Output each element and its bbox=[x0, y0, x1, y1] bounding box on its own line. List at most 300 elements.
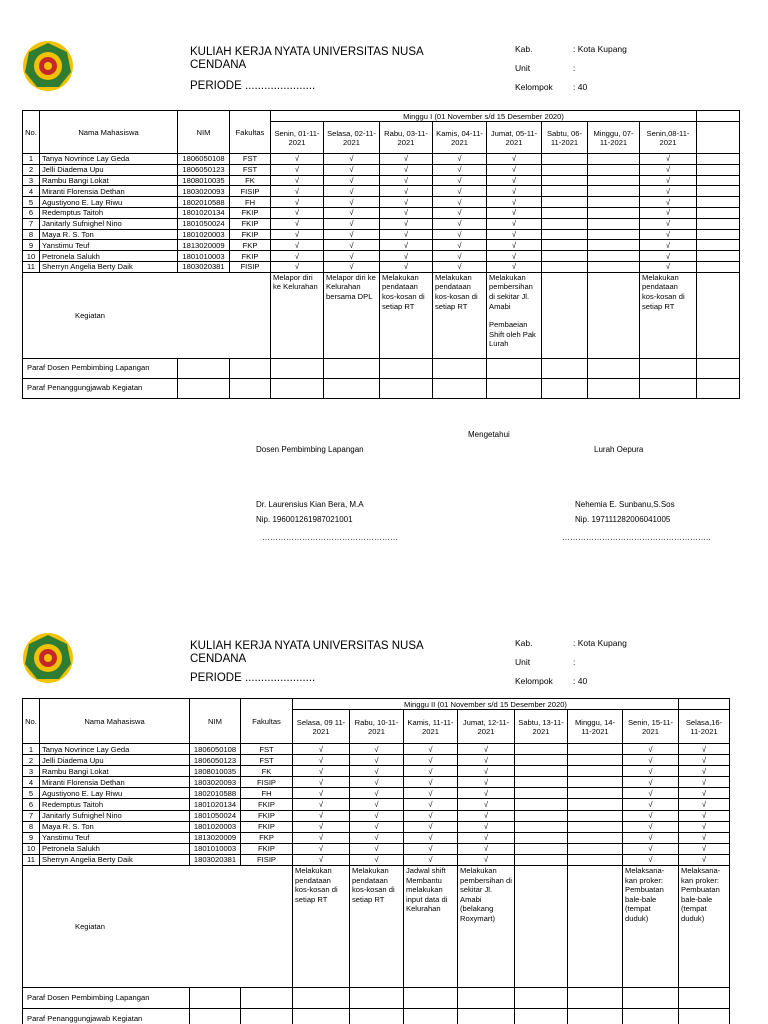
attendance-check-mark: √ bbox=[404, 810, 458, 821]
attendance-cell bbox=[542, 207, 588, 218]
attendance-cell bbox=[588, 251, 640, 262]
header-fakultas: Fakultas bbox=[241, 699, 293, 744]
signature-cell bbox=[178, 378, 230, 398]
attendance-check-mark: √ bbox=[324, 207, 380, 218]
signature-cell bbox=[487, 378, 542, 398]
attendance-cell bbox=[515, 777, 568, 788]
document-title: KULIAH KERJA NYATA UNIVERSITAS NUSA CENDANA bbox=[190, 640, 424, 665]
student-no: 4 bbox=[23, 186, 40, 197]
attendance-check-mark: √ bbox=[271, 251, 324, 262]
attendance-cell bbox=[588, 261, 640, 272]
student-name: Tanya Novrince Lay Geda bbox=[40, 744, 190, 755]
day-header: Senin,08-11-2021 bbox=[640, 122, 697, 154]
student-row bbox=[23, 164, 740, 175]
student-fakultas: FKIP bbox=[241, 810, 293, 821]
lurah-name: Nehemia E. Sunbanu,S.Sos bbox=[575, 500, 675, 509]
attendance-check-mark: √ bbox=[623, 744, 679, 755]
kegiatan-label: Kegiatan bbox=[23, 866, 293, 988]
student-no: 2 bbox=[23, 164, 40, 175]
kegiatan-text: Melakukan pendataan kos-kosan di setiap RT bbox=[435, 272, 478, 311]
signature-cell bbox=[271, 358, 324, 378]
student-row bbox=[23, 207, 740, 218]
student-nim: 1801050024 bbox=[178, 218, 230, 229]
day-header: Senin, 15-11-2021 bbox=[623, 710, 679, 744]
signature-cell bbox=[230, 378, 271, 398]
student-name: Janitarly Sufnighel Nino bbox=[40, 218, 178, 229]
attendance-check-mark: √ bbox=[380, 164, 433, 175]
signature-cell bbox=[679, 1009, 730, 1024]
week-caption: Minggu I (01 November s/d 15 Desember 2020) bbox=[271, 111, 697, 122]
student-row bbox=[23, 777, 730, 788]
signature-cell bbox=[241, 988, 293, 1009]
attendance-check-mark: √ bbox=[458, 755, 515, 766]
attendance-cell bbox=[542, 164, 588, 175]
attendance-check-mark: √ bbox=[640, 154, 697, 165]
student-name: Miranti Florensia Dethan bbox=[40, 186, 178, 197]
dpl-title: Dosen Pembimbing Lapangan bbox=[256, 445, 364, 454]
attendance-check-mark: √ bbox=[404, 755, 458, 766]
attendance-check-mark: √ bbox=[679, 854, 730, 865]
attendance-check-mark: √ bbox=[640, 186, 697, 197]
attendance-check-mark: √ bbox=[271, 154, 324, 165]
attendance-cell bbox=[542, 218, 588, 229]
attendance-cell bbox=[568, 810, 623, 821]
meta-unit: Unit : bbox=[515, 63, 576, 73]
attendance-check-mark: √ bbox=[350, 843, 404, 854]
student-name: Sherryn Angelia Berty Daik bbox=[40, 854, 190, 865]
attendance-check-mark: √ bbox=[433, 164, 487, 175]
attendance-cell bbox=[542, 186, 588, 197]
university-logo-icon bbox=[22, 40, 74, 92]
student-no: 4 bbox=[23, 777, 40, 788]
student-name: Petronela Salukh bbox=[40, 843, 190, 854]
attendance-cell bbox=[568, 766, 623, 777]
attendance-cell bbox=[568, 821, 623, 832]
student-row bbox=[23, 261, 740, 272]
kegiatan-cell bbox=[324, 272, 380, 358]
day-header: Jumat, 05-11-2021 bbox=[487, 122, 542, 154]
signature-cell bbox=[542, 378, 588, 398]
kegiatan-text: Melakukan pembersihan di sekitar Jl. Amabi (belakang Roxymart) bbox=[460, 866, 512, 923]
student-nim: 1802010588 bbox=[190, 788, 241, 799]
attendance-check-mark: √ bbox=[324, 218, 380, 229]
student-row bbox=[23, 744, 730, 755]
attendance-check-mark: √ bbox=[350, 799, 404, 810]
kegiatan-text: Melakukan pendataan kos-kosan di setiap RT bbox=[295, 866, 338, 904]
attendance-cell bbox=[515, 799, 568, 810]
kegiatan-cell bbox=[487, 272, 542, 358]
attendance-check-mark: √ bbox=[380, 154, 433, 165]
attendance-check-mark: √ bbox=[679, 843, 730, 854]
attendance-check-mark: √ bbox=[433, 261, 487, 272]
attendance-check-mark: √ bbox=[380, 261, 433, 272]
attendance-check-mark: √ bbox=[404, 744, 458, 755]
attendance-check-mark: √ bbox=[433, 229, 487, 240]
attendance-check-mark: √ bbox=[433, 175, 487, 186]
kegiatan-text: Melapor diri ke Kelurahan bbox=[273, 272, 318, 292]
student-fakultas: FKIP bbox=[230, 218, 271, 229]
kegiatan-cell bbox=[271, 272, 324, 358]
periode-label: PERIODE ...................... bbox=[190, 80, 316, 92]
header-no: No. bbox=[23, 111, 40, 154]
mengetahui-label: Mengetahui bbox=[468, 430, 510, 439]
week-caption: Minggu II (01 November s/d 15 Desember 2020) bbox=[293, 699, 679, 710]
student-name: Rambu Bangi Lokat bbox=[40, 175, 178, 186]
header-nim: NIM bbox=[178, 111, 230, 154]
signature-cell bbox=[679, 988, 730, 1009]
kegiatan-text: Jadwal shift Membantu melakukan input data di Kelurahan bbox=[406, 866, 448, 914]
student-fakultas: FISIP bbox=[241, 854, 293, 865]
kegiatan-text: Melaksana-kan proker: Pembuatan bale-bale (tempat duduk) bbox=[625, 866, 665, 923]
student-fakultas: FKIP bbox=[230, 229, 271, 240]
student-name: Maya R. S. Ton bbox=[40, 821, 190, 832]
attendance-check-mark: √ bbox=[293, 744, 350, 755]
attendance-check-mark: √ bbox=[487, 229, 542, 240]
kegiatan-text: Melakukan pendataan kos-kosan di setiap RT bbox=[642, 272, 685, 311]
student-fakultas: FST bbox=[230, 164, 271, 175]
attendance-check-mark: √ bbox=[380, 229, 433, 240]
student-no: 10 bbox=[23, 251, 40, 262]
student-name: Miranti Florensia Dethan bbox=[40, 777, 190, 788]
student-name: Sherryn Angelia Berty Daik bbox=[40, 261, 178, 272]
attendance-check-mark: √ bbox=[380, 197, 433, 208]
attendance-check-mark: √ bbox=[324, 229, 380, 240]
attendance-cell bbox=[542, 175, 588, 186]
student-name: Janitarly Sufnighel Nino bbox=[40, 810, 190, 821]
attendance-check-mark: √ bbox=[679, 755, 730, 766]
kegiatan-cell bbox=[380, 272, 433, 358]
student-fakultas: FH bbox=[241, 788, 293, 799]
attendance-check-mark: √ bbox=[458, 777, 515, 788]
attendance-check-mark: √ bbox=[458, 843, 515, 854]
student-fakultas: FKIP bbox=[230, 251, 271, 262]
attendance-check-mark: √ bbox=[487, 240, 542, 251]
attendance-check-mark: √ bbox=[458, 821, 515, 832]
kegiatan-cell bbox=[515, 866, 568, 988]
attendance-check-mark: √ bbox=[293, 821, 350, 832]
attendance-check-mark: √ bbox=[487, 154, 542, 165]
kegiatan-cell bbox=[350, 866, 404, 988]
student-name: Tanya Novrince Lay Geda bbox=[40, 154, 178, 165]
kegiatan-cell bbox=[679, 866, 730, 988]
attendance-cell bbox=[515, 744, 568, 755]
attendance-check-mark: √ bbox=[350, 744, 404, 755]
signature-cell bbox=[697, 378, 740, 398]
day-header: Sabtu, 13-11-2021 bbox=[515, 710, 568, 744]
attendance-cell bbox=[568, 854, 623, 865]
attendance-check-mark: √ bbox=[433, 207, 487, 218]
student-row bbox=[23, 821, 730, 832]
attendance-check-mark: √ bbox=[293, 777, 350, 788]
attendance-cell bbox=[588, 240, 640, 251]
attendance-cell bbox=[542, 229, 588, 240]
student-fakultas: FISIP bbox=[230, 261, 271, 272]
attendance-check-mark: √ bbox=[271, 164, 324, 175]
student-fakultas: FKP bbox=[230, 240, 271, 251]
student-row bbox=[23, 832, 730, 843]
attendance-check-mark: √ bbox=[679, 777, 730, 788]
signature-cell bbox=[568, 988, 623, 1009]
student-no: 2 bbox=[23, 755, 40, 766]
signature-cell bbox=[568, 1009, 623, 1024]
attendance-check-mark: √ bbox=[404, 832, 458, 843]
attendance-check-mark: √ bbox=[640, 197, 697, 208]
student-fakultas: FKIP bbox=[230, 207, 271, 218]
day-header: Rabu, 10-11-2021 bbox=[350, 710, 404, 744]
attendance-cell bbox=[697, 186, 740, 197]
attendance-check-mark: √ bbox=[458, 799, 515, 810]
student-no: 9 bbox=[23, 832, 40, 843]
attendance-check-mark: √ bbox=[350, 755, 404, 766]
signature-cell bbox=[190, 988, 241, 1009]
student-row bbox=[23, 755, 730, 766]
student-nim: 1806050108 bbox=[178, 154, 230, 165]
day-header: Selasa,16-11-2021 bbox=[679, 710, 730, 744]
attendance-cell bbox=[515, 810, 568, 821]
student-nim: 1801020134 bbox=[190, 799, 241, 810]
header-no: No. bbox=[23, 699, 40, 744]
attendance-check-mark: √ bbox=[623, 832, 679, 843]
attendance-cell bbox=[568, 799, 623, 810]
signature-cell bbox=[433, 358, 487, 378]
student-no: 5 bbox=[23, 788, 40, 799]
attendance-check-mark: √ bbox=[433, 240, 487, 251]
attendance-cell bbox=[697, 207, 740, 218]
student-no: 6 bbox=[23, 799, 40, 810]
attendance-cell bbox=[568, 744, 623, 755]
student-name: Yanstimu Teuf bbox=[40, 832, 190, 843]
attendance-check-mark: √ bbox=[640, 164, 697, 175]
attendance-cell bbox=[697, 261, 740, 272]
attendance-cell bbox=[568, 788, 623, 799]
attendance-cell bbox=[568, 755, 623, 766]
attendance-check-mark: √ bbox=[433, 186, 487, 197]
attendance-check-mark: √ bbox=[380, 251, 433, 262]
attendance-check-mark: √ bbox=[679, 799, 730, 810]
kegiatan-cell bbox=[293, 866, 350, 988]
student-no: 8 bbox=[23, 229, 40, 240]
student-no: 7 bbox=[23, 810, 40, 821]
meta-info bbox=[515, 638, 627, 695]
attendance-check-mark: √ bbox=[404, 821, 458, 832]
student-name: Rambu Bangi Lokat bbox=[40, 766, 190, 777]
day-header: Minggu, 07-11-2021 bbox=[588, 122, 640, 154]
attendance-check-mark: √ bbox=[293, 843, 350, 854]
kegiatan-label: Kegiatan bbox=[23, 272, 271, 358]
meta-unit: Unit : bbox=[515, 657, 576, 667]
attendance-check-mark: √ bbox=[623, 810, 679, 821]
student-row bbox=[23, 240, 740, 251]
attendance-cell bbox=[697, 251, 740, 262]
student-name: Agustiyono E. Lay Riwu bbox=[40, 788, 190, 799]
day-header: Kamis, 11-11-2021 bbox=[404, 710, 458, 744]
signature-cell bbox=[433, 378, 487, 398]
student-row bbox=[23, 810, 730, 821]
student-row bbox=[23, 175, 740, 186]
student-nim: 1801020003 bbox=[190, 821, 241, 832]
attendance-check-mark: √ bbox=[623, 766, 679, 777]
student-fakultas: FKP bbox=[241, 832, 293, 843]
attendance-check-mark: √ bbox=[324, 197, 380, 208]
signature-cell bbox=[458, 988, 515, 1009]
student-row bbox=[23, 197, 740, 208]
attendance-cell bbox=[568, 832, 623, 843]
attendance-check-mark: √ bbox=[623, 821, 679, 832]
attendance-check-mark: √ bbox=[640, 240, 697, 251]
student-no: 5 bbox=[23, 197, 40, 208]
student-nim: 1801010003 bbox=[190, 843, 241, 854]
attendance-cell bbox=[515, 755, 568, 766]
student-row bbox=[23, 229, 740, 240]
student-no: 8 bbox=[23, 821, 40, 832]
meta-info bbox=[515, 44, 627, 101]
signature-cell bbox=[458, 1009, 515, 1024]
kegiatan-text: Melaksana-kan proker: Pembuatan bale-bale (tempat duduk) bbox=[681, 866, 721, 923]
attendance-check-mark: √ bbox=[404, 854, 458, 865]
attendance-check-mark: √ bbox=[679, 832, 730, 843]
signature-cell bbox=[190, 1009, 241, 1024]
attendance-check-mark: √ bbox=[487, 261, 542, 272]
attendance-check-mark: √ bbox=[324, 261, 380, 272]
dpl-name: Dr. Laurensius Kian Bera, M.A bbox=[256, 500, 364, 509]
attendance-check-mark: √ bbox=[458, 788, 515, 799]
day-header: Minggu, 14-11-2021 bbox=[568, 710, 623, 744]
attendance-check-mark: √ bbox=[271, 207, 324, 218]
student-nim: 1801050024 bbox=[190, 810, 241, 821]
student-nim: 1806050123 bbox=[178, 164, 230, 175]
student-no: 6 bbox=[23, 207, 40, 218]
student-nim: 1806050123 bbox=[190, 755, 241, 766]
day-header: Jumat, 12-11-2021 bbox=[458, 710, 515, 744]
attendance-check-mark: √ bbox=[324, 164, 380, 175]
attendance-check-mark: √ bbox=[679, 788, 730, 799]
signature-cell bbox=[404, 988, 458, 1009]
empty-cell bbox=[697, 111, 740, 122]
student-no: 1 bbox=[23, 154, 40, 165]
signature-cell bbox=[350, 1009, 404, 1024]
attendance-check-mark: √ bbox=[324, 251, 380, 262]
signature-cell bbox=[241, 1009, 293, 1024]
attendance-check-mark: √ bbox=[487, 175, 542, 186]
attendance-cell bbox=[588, 207, 640, 218]
student-fakultas: FST bbox=[241, 744, 293, 755]
kegiatan-text-secondary: Pembaeian Shift oleh Pak Lurah bbox=[489, 320, 536, 349]
attendance-cell bbox=[515, 832, 568, 843]
attendance-check-mark: √ bbox=[271, 229, 324, 240]
kegiatan-cell bbox=[568, 866, 623, 988]
attendance-cell bbox=[697, 164, 740, 175]
attendance-cell bbox=[588, 175, 640, 186]
student-fakultas: FKIP bbox=[241, 799, 293, 810]
empty-cell bbox=[679, 699, 730, 710]
signature-cell bbox=[293, 988, 350, 1009]
meta-kelompok: Kelompok : 40 bbox=[515, 676, 588, 686]
student-no: 11 bbox=[23, 854, 40, 865]
attendance-check-mark: √ bbox=[404, 843, 458, 854]
student-row bbox=[23, 766, 730, 777]
student-name: Agustiyono E. Lay Riwu bbox=[40, 197, 178, 208]
attendance-check-mark: √ bbox=[271, 197, 324, 208]
signature-cell bbox=[515, 988, 568, 1009]
day-header: Selasa, 02-11-2021 bbox=[324, 122, 380, 154]
attendance-check-mark: √ bbox=[487, 207, 542, 218]
attendance-check-mark: √ bbox=[487, 164, 542, 175]
attendance-check-mark: √ bbox=[404, 799, 458, 810]
attendance-check-mark: √ bbox=[433, 154, 487, 165]
lurah-nip: Nip. 197111282006041005 bbox=[575, 515, 671, 524]
attendance-check-mark: √ bbox=[404, 777, 458, 788]
attendance-check-mark: √ bbox=[293, 832, 350, 843]
student-no: 9 bbox=[23, 240, 40, 251]
student-nim: 1813020009 bbox=[178, 240, 230, 251]
student-row bbox=[23, 854, 730, 865]
attendance-check-mark: √ bbox=[623, 777, 679, 788]
signature-cell bbox=[487, 358, 542, 378]
attendance-check-mark: √ bbox=[458, 854, 515, 865]
student-name: Jelli Diadema Upu bbox=[40, 755, 190, 766]
document-title: KULIAH KERJA NYATA UNIVERSITAS NUSA CENDANA bbox=[190, 46, 424, 71]
attendance-check-mark: √ bbox=[679, 744, 730, 755]
student-fakultas: FKIP bbox=[241, 821, 293, 832]
signature-cell bbox=[324, 378, 380, 398]
attendance-check-mark: √ bbox=[380, 218, 433, 229]
signature-cell bbox=[271, 378, 324, 398]
attendance-cell bbox=[697, 218, 740, 229]
attendance-check-mark: √ bbox=[458, 810, 515, 821]
attendance-check-mark: √ bbox=[380, 186, 433, 197]
student-nim: 1801020134 bbox=[178, 207, 230, 218]
attendance-cell bbox=[697, 175, 740, 186]
attendance-cell bbox=[515, 766, 568, 777]
student-fakultas: FISIP bbox=[230, 186, 271, 197]
attendance-check-mark: √ bbox=[350, 810, 404, 821]
attendance-cell bbox=[515, 854, 568, 865]
attendance-check-mark: √ bbox=[350, 854, 404, 865]
signature-cell bbox=[404, 1009, 458, 1024]
attendance-check-mark: √ bbox=[679, 810, 730, 821]
student-nim: 1808010035 bbox=[178, 175, 230, 186]
attendance-check-mark: √ bbox=[458, 766, 515, 777]
student-fakultas: FST bbox=[241, 755, 293, 766]
attendance-check-mark: √ bbox=[433, 197, 487, 208]
attendance-cell bbox=[568, 843, 623, 854]
attendance-check-mark: √ bbox=[640, 229, 697, 240]
header-nama-mahasiswa: Nama Mahasiswa bbox=[40, 699, 190, 744]
paraf-penanggungjawab-label: Paraf Penanggungjawab Kegiatan bbox=[23, 378, 178, 398]
attendance-cell bbox=[515, 821, 568, 832]
student-nim: 1801020003 bbox=[178, 229, 230, 240]
attendance-check-mark: √ bbox=[293, 755, 350, 766]
periode-label: PERIODE ...................... bbox=[190, 672, 316, 684]
attendance-check-mark: √ bbox=[487, 218, 542, 229]
student-row bbox=[23, 843, 730, 854]
kegiatan-cell bbox=[433, 272, 487, 358]
student-fakultas: FKIP bbox=[241, 843, 293, 854]
student-name: Yanstimu Teuf bbox=[40, 240, 178, 251]
kegiatan-cell bbox=[697, 272, 740, 358]
attendance-check-mark: √ bbox=[404, 766, 458, 777]
lurah-title: Lurah Oepura bbox=[594, 445, 644, 454]
attendance-check-mark: √ bbox=[623, 854, 679, 865]
attendance-cell bbox=[697, 240, 740, 251]
day-header: Rabu, 03-11-2021 bbox=[380, 122, 433, 154]
day-header: Sabtu, 06-11-2021 bbox=[542, 122, 588, 154]
signature-cell bbox=[640, 378, 697, 398]
meta-kelompok: Kelompok : 40 bbox=[515, 82, 588, 92]
attendance-cell bbox=[542, 261, 588, 272]
attendance-check-mark: √ bbox=[487, 251, 542, 262]
attendance-cell bbox=[588, 186, 640, 197]
